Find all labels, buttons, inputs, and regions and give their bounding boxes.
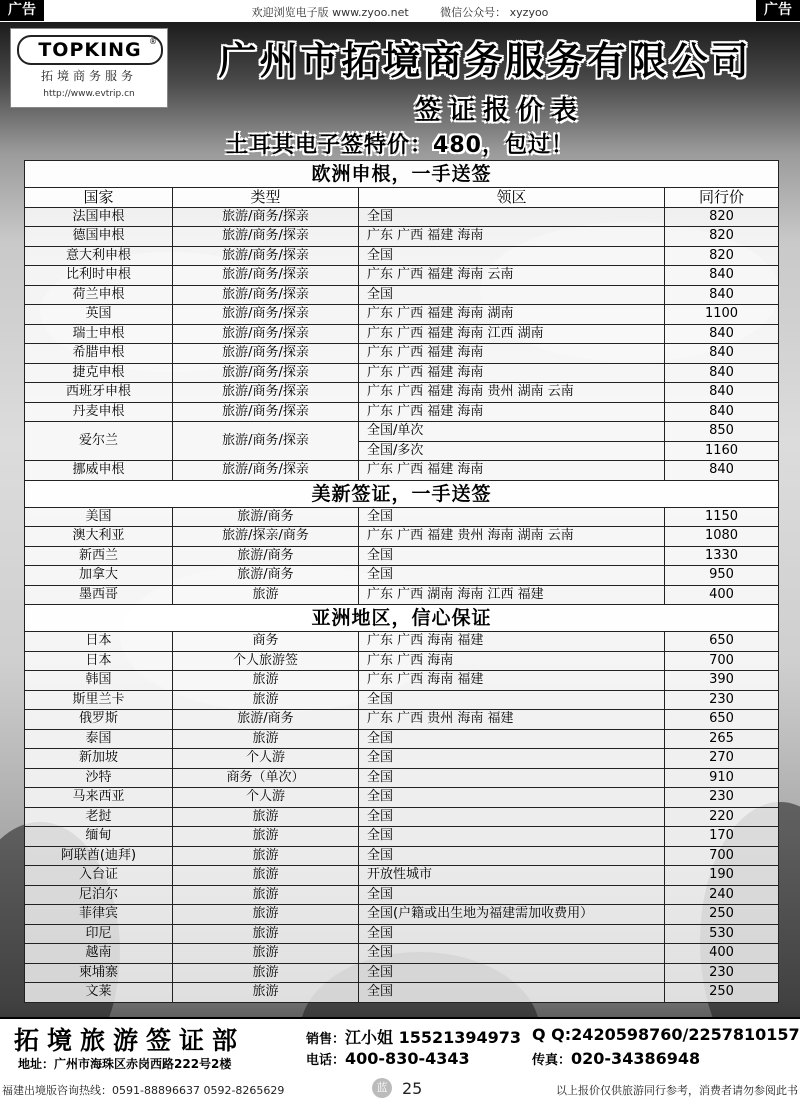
- type-cell: 旅游/探亲/商务: [173, 527, 359, 547]
- country-cell: 文莱: [25, 983, 173, 1003]
- type-cell: 旅游/商务/探亲: [173, 363, 359, 383]
- top-ad-bar: [0, 0, 800, 22]
- type-cell: 个人游: [173, 749, 359, 769]
- table-row: [25, 846, 779, 866]
- price-cell: 270: [665, 749, 779, 769]
- price-cell: 950: [665, 566, 779, 586]
- country-cell: 挪威申根: [25, 461, 173, 481]
- table-row: [25, 885, 779, 905]
- type-cell: 旅游/商务: [173, 710, 359, 730]
- sales-value: 江小姐 15521394973: [345, 1028, 522, 1047]
- fax-label: 传真：: [532, 1053, 572, 1068]
- table-row: [25, 266, 779, 286]
- region-cell: 广东 广西 海南 福建: [359, 632, 665, 652]
- country-cell: 意大利申根: [25, 246, 173, 266]
- country-cell: 尼泊尔: [25, 885, 173, 905]
- tel-label: 电话：: [306, 1053, 346, 1068]
- logo-cn-name: 拓境商务服务: [40, 69, 137, 83]
- price-cell: 650: [665, 710, 779, 730]
- ad-tag-right: 广告: [756, 0, 800, 21]
- price-cell: 530: [665, 924, 779, 944]
- country-cell: 韩国: [25, 671, 173, 691]
- price-cell: 250: [665, 905, 779, 925]
- table-row: [25, 944, 779, 964]
- region-cell: 全国: [359, 983, 665, 1003]
- country-cell: 马来西亚: [25, 788, 173, 808]
- type-cell: 旅游: [173, 963, 359, 983]
- ad-tag-left: 广告: [0, 0, 44, 21]
- region-cell: 全国: [359, 285, 665, 305]
- type-cell: 旅游/商务: [173, 546, 359, 566]
- price-cell: 650: [665, 632, 779, 652]
- country-cell: 英国: [25, 305, 173, 325]
- price-cell: 250: [665, 983, 779, 1003]
- region-cell: 全国: [359, 566, 665, 586]
- price-list-title: 签证报价表: [414, 96, 585, 126]
- country-cell: 俄罗斯: [25, 710, 173, 730]
- type-cell: 个人游: [173, 788, 359, 808]
- section-title: 美新签证，一手送签: [25, 480, 779, 507]
- visa-department: 拓境旅游签证部: [14, 1026, 246, 1055]
- company-logo: [10, 28, 168, 108]
- region-cell: 全国: [359, 788, 665, 808]
- type-cell: 旅游: [173, 944, 359, 964]
- type-cell: 旅游/商务: [173, 507, 359, 527]
- region-cell: 全国: [359, 246, 665, 266]
- section-title: 亚洲地区，信心保证: [25, 605, 779, 632]
- sales-contact: [306, 1025, 521, 1048]
- price-cell: 840: [665, 285, 779, 305]
- country-cell: 印尼: [25, 924, 173, 944]
- type-cell: 旅游/商务/探亲: [173, 422, 359, 461]
- bottom-bar: [0, 1077, 800, 1100]
- qq-value: 2420598760/2257810157: [571, 1025, 800, 1044]
- region-cell: 广东 广西 海南: [359, 651, 665, 671]
- region-cell: 全国: [359, 807, 665, 827]
- country-cell: 泰国: [25, 729, 173, 749]
- table-row: [25, 285, 779, 305]
- region-cell: 广东 广西 贵州 海南 福建: [359, 710, 665, 730]
- region-cell: 全国: [359, 944, 665, 964]
- table-row: [25, 827, 779, 847]
- type-cell: 旅游: [173, 983, 359, 1003]
- country-cell: 缅甸: [25, 827, 173, 847]
- type-cell: 旅游/商务/探亲: [173, 285, 359, 305]
- price-cell: 240: [665, 885, 779, 905]
- table-row: [25, 768, 779, 788]
- column-header-row: [25, 188, 779, 208]
- region-cell: 全国: [359, 846, 665, 866]
- country-cell: 越南: [25, 944, 173, 964]
- table-row: [25, 651, 779, 671]
- price-cell: 230: [665, 690, 779, 710]
- region-cell: 广东 广西 福建 海南: [359, 227, 665, 247]
- type-cell: 商务（单次）: [173, 768, 359, 788]
- price-cell: 230: [665, 963, 779, 983]
- table-row: [25, 963, 779, 983]
- price-cell: 1330: [665, 546, 779, 566]
- region-cell: 全国: [359, 768, 665, 788]
- type-cell: 旅游: [173, 885, 359, 905]
- type-cell: 旅游/商务/探亲: [173, 402, 359, 422]
- country-cell: 荷兰申根: [25, 285, 173, 305]
- type-cell: 旅游: [173, 924, 359, 944]
- region-cell: 全国: [359, 827, 665, 847]
- table-row: [25, 227, 779, 247]
- qq-contact: [532, 1025, 800, 1044]
- type-cell: 旅游: [173, 846, 359, 866]
- fax-value: 020-34386948: [571, 1049, 701, 1068]
- col-country: 国家: [25, 188, 173, 208]
- region-cell: 广东 广西 福建 海南: [359, 344, 665, 364]
- type-cell: 旅游/商务/探亲: [173, 227, 359, 247]
- type-cell: 旅游: [173, 671, 359, 691]
- col-price: 同行价: [665, 188, 779, 208]
- type-cell: 旅游: [173, 729, 359, 749]
- price-cell: 840: [665, 402, 779, 422]
- country-cell: 希腊申根: [25, 344, 173, 364]
- region-cell: 全国: [359, 207, 665, 227]
- table-row: [25, 207, 779, 227]
- price-cell: 840: [665, 461, 779, 481]
- qq-label: Q Q:: [532, 1025, 572, 1044]
- price-cell: 170: [665, 827, 779, 847]
- country-cell: 斯里兰卡: [25, 690, 173, 710]
- country-cell: 沙特: [25, 768, 173, 788]
- country-cell: 墨西哥: [25, 585, 173, 605]
- type-cell: 旅游/商务/探亲: [173, 266, 359, 286]
- table-row: [25, 383, 779, 403]
- table-row: [25, 632, 779, 652]
- table-row: [25, 546, 779, 566]
- tel-value: 400-830-4343: [345, 1049, 470, 1068]
- country-cell: 阿联酋(迪拜): [25, 846, 173, 866]
- price-cell: 230: [665, 788, 779, 808]
- region-cell: 全国: [359, 729, 665, 749]
- price-cell: 840: [665, 383, 779, 403]
- table-row: [25, 507, 779, 527]
- country-cell: 菲律宾: [25, 905, 173, 925]
- contact-footer: [0, 1017, 800, 1077]
- type-cell: 旅游: [173, 585, 359, 605]
- type-cell: 旅游: [173, 905, 359, 925]
- price-cell: 1100: [665, 305, 779, 325]
- table-row: [25, 422, 779, 442]
- type-cell: 旅游/商务/探亲: [173, 207, 359, 227]
- table-row: [25, 788, 779, 808]
- col-type: 类型: [173, 188, 359, 208]
- table-row: [25, 749, 779, 769]
- region-cell: 广东 广西 福建 海南: [359, 402, 665, 422]
- region-cell: 广东 广西 福建 海南 江西 湖南: [359, 324, 665, 344]
- type-cell: 旅游: [173, 690, 359, 710]
- page-number: [372, 1078, 422, 1098]
- type-cell: 旅游/商务: [173, 566, 359, 586]
- country-cell: 德国申根: [25, 227, 173, 247]
- region-cell: 全国: [359, 885, 665, 905]
- hotline: 福建出境版咨询热线：0591-88896637 0592-8265629: [2, 1084, 285, 1097]
- table-row: [25, 246, 779, 266]
- country-cell: 入台证: [25, 866, 173, 886]
- company-title: 广州市拓境商务服务有限公司: [218, 39, 752, 83]
- col-region: 领区: [359, 188, 665, 208]
- region-cell: 开放性城市: [359, 866, 665, 886]
- country-cell: 比利时申根: [25, 266, 173, 286]
- region-cell: 广东 广西 福建 海南: [359, 461, 665, 481]
- type-cell: 旅游: [173, 827, 359, 847]
- promo-banner: 土耳其电子签特价：480，包过！: [226, 133, 574, 158]
- region-cell: 全国: [359, 546, 665, 566]
- table-row: [25, 527, 779, 547]
- table-row: [25, 344, 779, 364]
- table-row: [25, 710, 779, 730]
- top-info: [0, 4, 800, 20]
- country-cell: 柬埔寨: [25, 963, 173, 983]
- region-cell: 全国: [359, 507, 665, 527]
- price-cell: 700: [665, 651, 779, 671]
- price-cell: 1080: [665, 527, 779, 547]
- type-cell: 商务: [173, 632, 359, 652]
- registered-mark: ®: [149, 37, 157, 46]
- section-header-row: [25, 480, 779, 507]
- phone-contact: [306, 1049, 470, 1068]
- table-row: [25, 363, 779, 383]
- type-cell: 旅游/商务/探亲: [173, 344, 359, 364]
- section-title: 欧洲申根，一手送签: [25, 161, 779, 188]
- region-cell: 全国/单次: [359, 422, 665, 442]
- price-cell: 1160: [665, 441, 779, 461]
- price-cell: 400: [665, 944, 779, 964]
- fax-contact: [532, 1049, 700, 1068]
- wechat-account: 微信公众号： xyzyoo: [440, 6, 549, 19]
- country-cell: 老挝: [25, 807, 173, 827]
- price-cell: 850: [665, 422, 779, 442]
- price-cell: 840: [665, 324, 779, 344]
- country-cell: 澳大利亚: [25, 527, 173, 547]
- price-cell: 220: [665, 807, 779, 827]
- table-row: [25, 866, 779, 886]
- price-cell: 820: [665, 246, 779, 266]
- region-cell: 全国(户籍或出生地为福建需加收费用）: [359, 905, 665, 925]
- price-cell: 190: [665, 866, 779, 886]
- price-cell: 840: [665, 266, 779, 286]
- region-cell: 全国: [359, 924, 665, 944]
- table-row: [25, 983, 779, 1003]
- table-row: [25, 924, 779, 944]
- table-row: [25, 690, 779, 710]
- price-cell: 400: [665, 585, 779, 605]
- type-cell: 个人旅游签: [173, 651, 359, 671]
- price-cell: 390: [665, 671, 779, 691]
- country-cell: 丹麦申根: [25, 402, 173, 422]
- type-cell: 旅游/商务/探亲: [173, 246, 359, 266]
- country-cell: 日本: [25, 651, 173, 671]
- country-cell: 瑞士申根: [25, 324, 173, 344]
- table-row: [25, 807, 779, 827]
- region-cell: 全国: [359, 963, 665, 983]
- table-row: [25, 671, 779, 691]
- country-cell: 捷克申根: [25, 363, 173, 383]
- price-cell: 820: [665, 207, 779, 227]
- country-cell: 西班牙申根: [25, 383, 173, 403]
- type-cell: 旅游/商务/探亲: [173, 461, 359, 481]
- table-row: [25, 729, 779, 749]
- type-cell: 旅游/商务/探亲: [173, 324, 359, 344]
- country-cell: 法国申根: [25, 207, 173, 227]
- table-row: [25, 324, 779, 344]
- region-cell: 广东 广西 湖南 海南 江西 福建: [359, 585, 665, 605]
- type-cell: 旅游: [173, 807, 359, 827]
- sales-label: 销售：: [306, 1032, 346, 1047]
- table-row: [25, 585, 779, 605]
- price-cell: 840: [665, 363, 779, 383]
- region-cell: 全国: [359, 690, 665, 710]
- price-cell: 265: [665, 729, 779, 749]
- region-cell: 广东 广西 福建 海南 云南: [359, 266, 665, 286]
- address: 地址：广州市海珠区赤岗西路222号2楼: [18, 1057, 232, 1071]
- region-cell: 广东 广西 福建 海南 贵州 湖南 云南: [359, 383, 665, 403]
- page-number-value: 25: [402, 1078, 423, 1098]
- country-cell: 新西兰: [25, 546, 173, 566]
- table-row: [25, 402, 779, 422]
- region-cell: 广东 广西 海南 福建: [359, 671, 665, 691]
- logo-url[interactable]: http://www.evtrip.cn: [43, 89, 135, 99]
- price-cell: 1150: [665, 507, 779, 527]
- country-cell: 加拿大: [25, 566, 173, 586]
- table-row: [25, 566, 779, 586]
- table-row: [25, 461, 779, 481]
- visa-price-table: [24, 160, 779, 1003]
- section-header-row: [25, 605, 779, 632]
- price-cell: 700: [665, 846, 779, 866]
- price-table-body: [25, 161, 779, 1003]
- country-cell: 日本: [25, 632, 173, 652]
- region-cell: 广东 广西 福建 贵州 海南 湖南 云南: [359, 527, 665, 547]
- logo-brand: TOPKING: [17, 35, 163, 65]
- price-cell: 820: [665, 227, 779, 247]
- table-row: [25, 305, 779, 325]
- region-cell: 广东 广西 福建 海南: [359, 363, 665, 383]
- country-cell: 新加坡: [25, 749, 173, 769]
- site-link[interactable]: 欢迎浏览电子版 www.zyoo.net: [251, 6, 409, 19]
- type-cell: 旅游/商务/探亲: [173, 305, 359, 325]
- disclaimer: 以上报价仅供旅游同行参考，消费者请勿参阅此书: [556, 1084, 798, 1097]
- region-cell: 全国/多次: [359, 441, 665, 461]
- country-cell: 美国: [25, 507, 173, 527]
- price-cell: 910: [665, 768, 779, 788]
- section-badge: 蓝: [372, 1078, 392, 1098]
- table-row: [25, 905, 779, 925]
- country-cell: 爱尔兰: [25, 422, 173, 461]
- type-cell: 旅游/商务/探亲: [173, 383, 359, 403]
- region-cell: 广东 广西 福建 海南 湖南: [359, 305, 665, 325]
- price-cell: 840: [665, 344, 779, 364]
- region-cell: 全国: [359, 749, 665, 769]
- type-cell: 旅游: [173, 866, 359, 886]
- section-header-row: [25, 161, 779, 188]
